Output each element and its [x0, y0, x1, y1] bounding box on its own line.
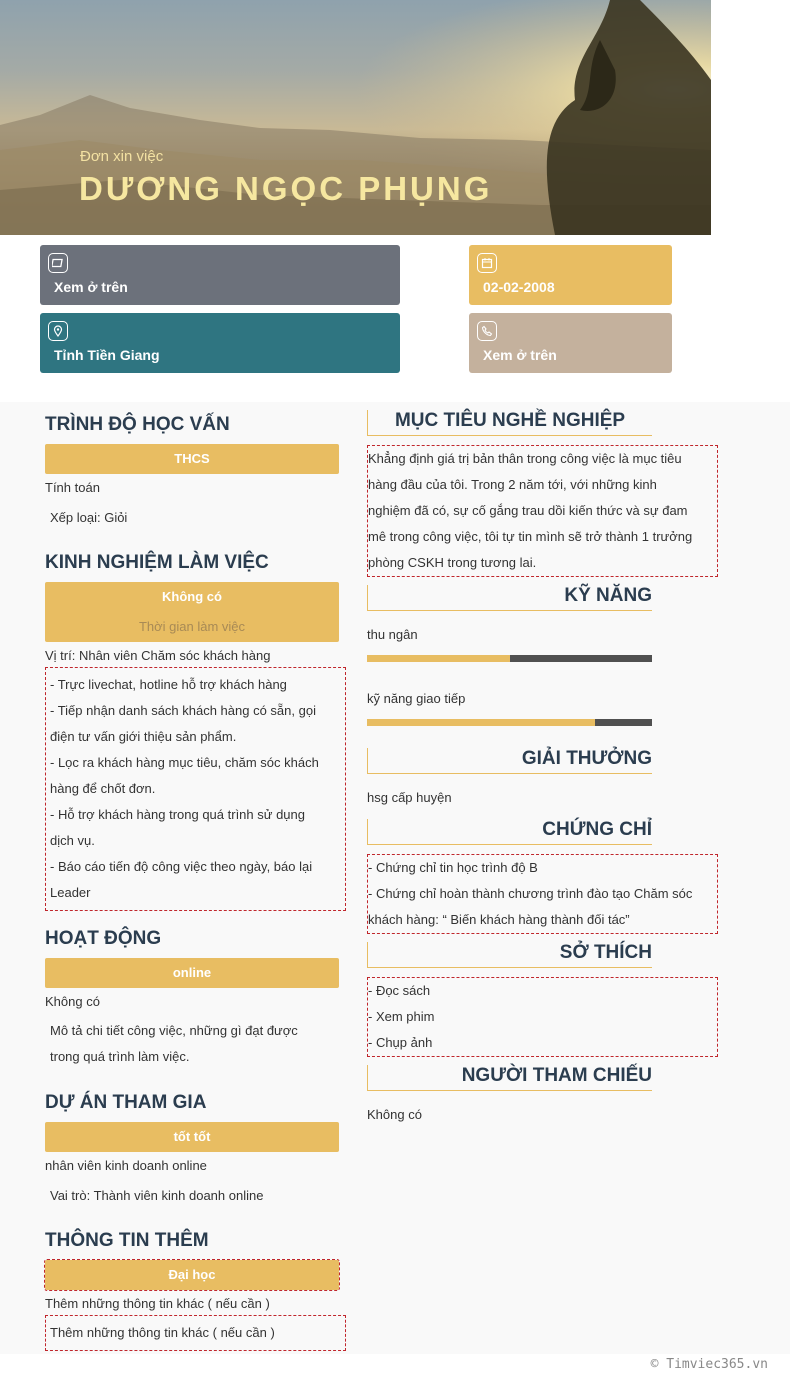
objective-line: mê trong công việc, tôi tự tin mình sẽ trở thành 1 trưởng	[368, 529, 693, 544]
document-subtitle: Đơn xin việc	[80, 148, 164, 165]
experience-detail-line: Leader	[50, 885, 91, 900]
experience-detail-line: - Báo cáo tiến độ công việc theo ngày, báo lại	[50, 859, 313, 874]
hobbies-box	[367, 977, 718, 1057]
activities-description	[50, 1018, 340, 1070]
cv-body	[0, 402, 790, 1354]
activities-role: Không có	[45, 994, 100, 1009]
skill-bar-2	[367, 719, 652, 726]
experience-time: Thời gian làm việc	[138, 619, 246, 634]
skill-level-2	[367, 719, 595, 726]
project-role: Vai trò: Thành viên kinh doanh online	[50, 1188, 264, 1203]
experience-detail-line: điện tư vấn giới thiệu sản phẩm.	[50, 729, 237, 744]
more-info-heading: THÔNG TIN THÊM	[45, 1230, 209, 1251]
references-heading: NGƯỜI THAM CHIẾU	[367, 1065, 652, 1091]
skills-heading: KỸ NĂNG	[367, 585, 652, 611]
education-level: THCS	[45, 444, 339, 474]
experience-detail-line: - Tiếp nhận danh sách khách hàng có sẵn, gọi	[50, 703, 316, 718]
objective-line: phòng CSKH trong tương lai.	[368, 555, 537, 570]
phone-icon	[477, 321, 497, 341]
objective-heading: MỤC TIÊU NGHỀ NGHIỆP	[367, 410, 652, 436]
address-text: Tỉnh Tiền Giang	[54, 347, 160, 363]
birthday-text: 02-02-2008	[483, 279, 555, 295]
awards-text: hsg cấp huyện	[367, 790, 452, 805]
experience-detail-line: - Hỗ trợ khách hàng trong quá trình sử dụng	[50, 807, 305, 822]
awards-heading: GIẢI THƯỞNG	[367, 748, 652, 774]
activities-org: online	[45, 958, 339, 988]
footer-watermark: © Timviec365.vn	[650, 1357, 768, 1372]
skill-bar-1	[367, 655, 652, 662]
education-grade: Xếp loại: Giỏi	[50, 510, 128, 525]
project-name: tốt tốt	[45, 1122, 339, 1152]
email-icon	[48, 253, 68, 273]
experience-position: Vị trí: Nhân viên Chăm sóc khách hàng	[45, 648, 271, 663]
skill-name-1: thu ngân	[367, 627, 418, 642]
objective-line: Khẳng định giá trị bản thân trong công việc là mục tiêu	[368, 451, 682, 466]
birthday-box	[469, 245, 672, 305]
email-text: Xem ở trên	[54, 279, 128, 295]
certificates-heading: CHỨNG CHỈ	[367, 819, 652, 845]
objective-line: hàng đầu của tôi. Trong 2 năm tới, với những kinh	[368, 477, 657, 492]
more-info-line-1: Thêm những thông tin khác ( nếu cần )	[45, 1296, 270, 1311]
skill-level-1	[367, 655, 510, 662]
activities-description-line: Mô tả chi tiết công việc, những gì đạt được	[50, 1023, 298, 1038]
projects-heading: DỰ ÁN THAM GIA	[45, 1092, 207, 1113]
certificates-text	[368, 855, 717, 933]
experience-detail-line: - Trực livechat, hotline hỗ trợ khách hàng	[50, 677, 287, 692]
header-banner	[0, 0, 711, 235]
calendar-icon	[477, 253, 497, 273]
objective-text	[368, 446, 717, 576]
phone-box	[469, 313, 672, 373]
hobby-line: - Xem phim	[368, 1009, 435, 1024]
experience-company: Không có	[162, 589, 222, 604]
experience-detail-line: - Lọc ra khách hàng mục tiêu, chăm sóc khách	[50, 755, 319, 770]
location-icon	[48, 321, 68, 341]
hobby-line: - Đọc sách	[368, 983, 431, 998]
experience-heading: KINH NGHIỆM LÀM VIỆC	[45, 552, 269, 573]
activities-description-line: trong quá trình làm việc.	[50, 1049, 190, 1064]
more-info-box	[45, 1315, 346, 1351]
experience-company-box	[45, 582, 339, 642]
address-box	[40, 313, 400, 373]
project-title: nhân viên kinh doanh online	[45, 1158, 207, 1173]
experience-details	[46, 668, 345, 906]
more-info-bar: Đại học	[45, 1260, 339, 1290]
email-box	[40, 245, 400, 305]
hobby-line: - Chụp ảnh	[368, 1035, 433, 1050]
certificate-line: khách hàng: “ Biến khách hàng thành đối tác”	[368, 912, 630, 927]
references-text: Không có	[367, 1107, 422, 1122]
candidate-name: DƯƠNG NGỌC PHỤNG	[79, 170, 493, 207]
more-info-line-2: Thêm những thông tin khác ( nếu cần )	[50, 1325, 275, 1340]
phone-text: Xem ở trên	[483, 347, 557, 363]
education-major: Tính toán	[45, 480, 100, 495]
objective-line: nghiệm đã có, sự cố gắng trau dồi kiến thức và sự đam	[368, 503, 688, 518]
experience-detail-line: dịch vụ.	[50, 833, 95, 848]
experience-details-box	[45, 667, 346, 911]
certificate-line: - Chứng chỉ hoàn thành chương trình đào tạo Chăm sóc	[368, 886, 693, 901]
education-heading: TRÌNH ĐỘ HỌC VẤN	[45, 414, 230, 435]
skill-name-2: kỹ năng giao tiếp	[367, 691, 466, 706]
hobbies-text	[368, 978, 717, 1056]
activities-heading: HOẠT ĐỘNG	[45, 928, 162, 949]
hobbies-heading: SỞ THÍCH	[367, 942, 652, 968]
certificates-box	[367, 854, 718, 934]
experience-detail-line: hàng để chốt đơn.	[50, 781, 156, 796]
certificate-line: - Chứng chỉ tin học trình độ B	[368, 860, 538, 875]
objective-box	[367, 445, 718, 577]
